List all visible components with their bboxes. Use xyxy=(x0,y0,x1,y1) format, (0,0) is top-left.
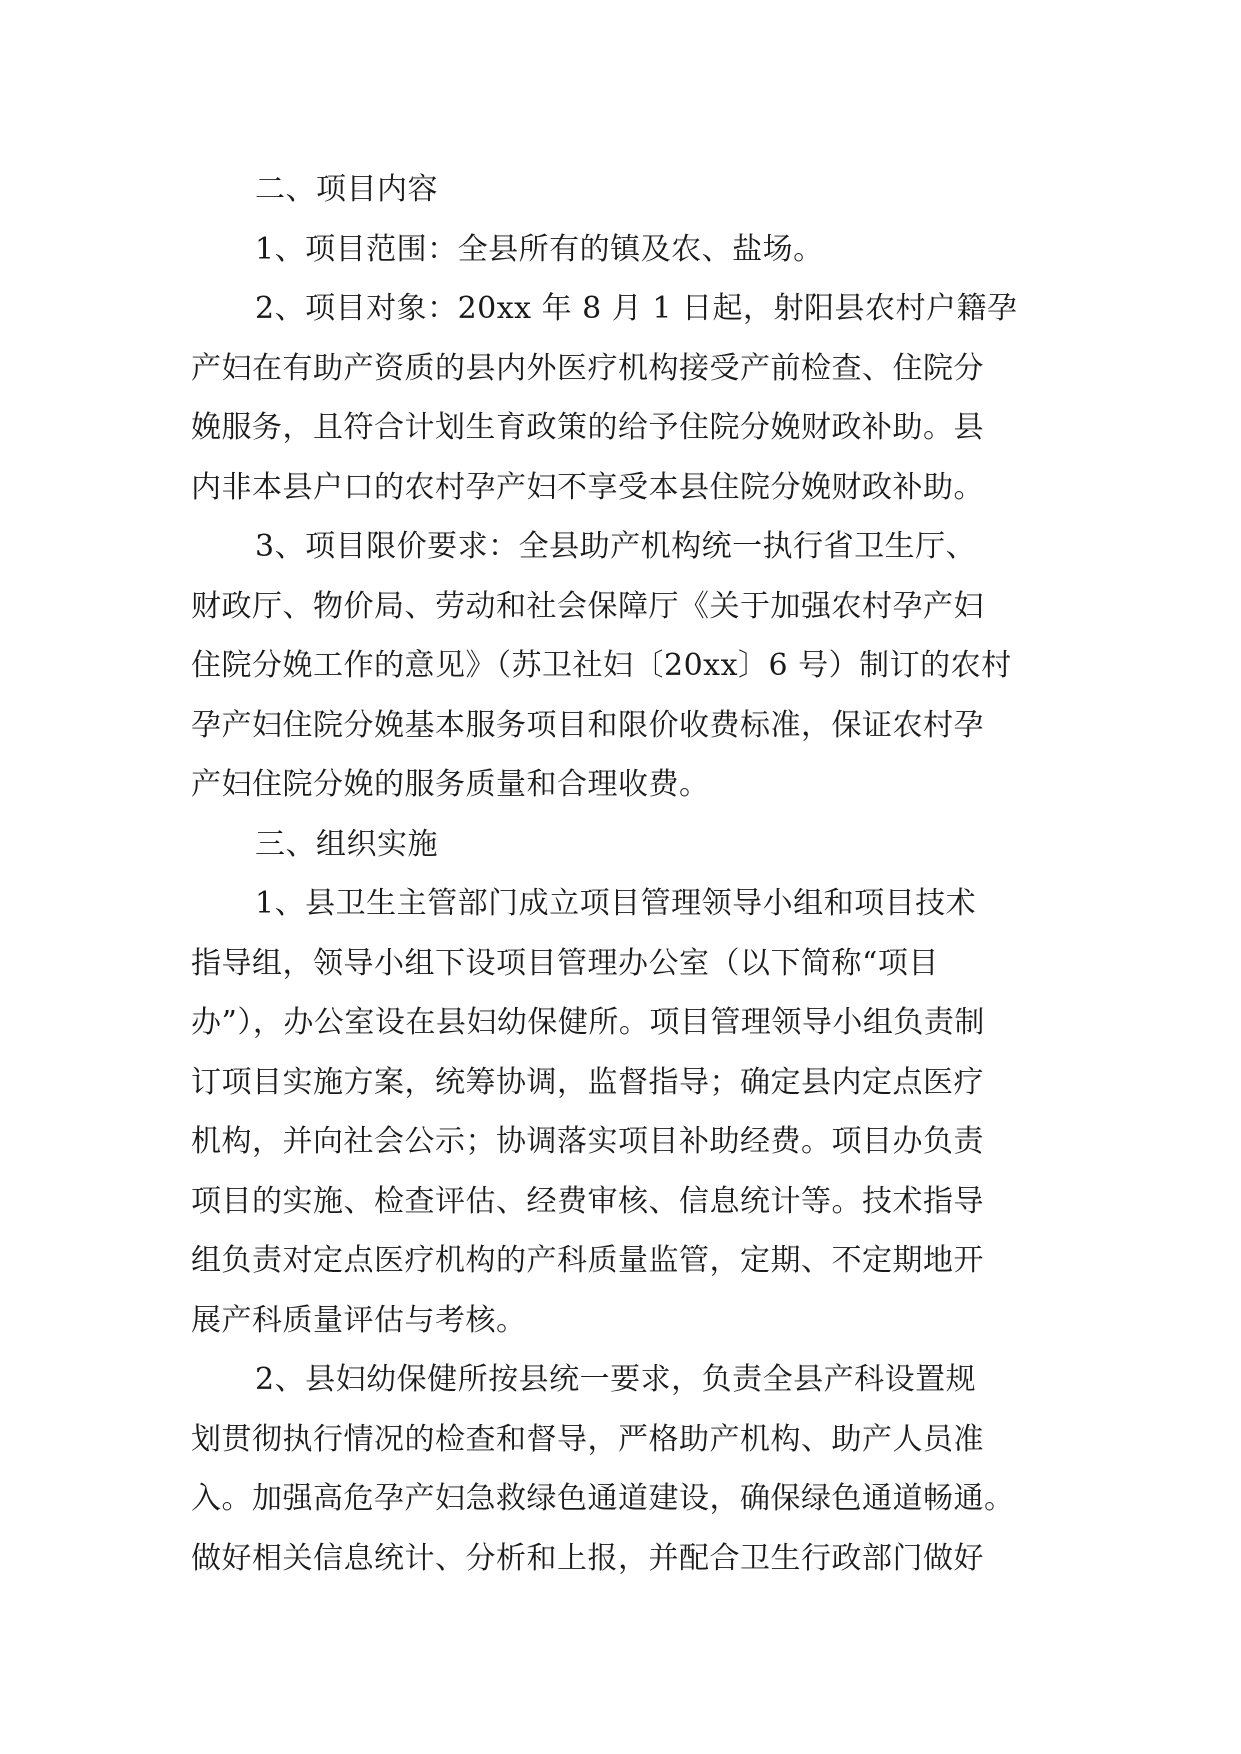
paragraph-price-limit xyxy=(191,517,1071,815)
text-line: 入。加强高危孕产妇急救绿色通道建设，确保绿色通道畅通。 xyxy=(191,1481,1015,1516)
text-line: 3、项目限价要求：全县助产机构统一执行省卫生厅、 xyxy=(255,529,977,564)
paragraph-project-target xyxy=(191,279,1071,517)
text-line: 2、县妇幼保健所按县统一要求，负责全县产科设置规 xyxy=(255,1362,977,1397)
text-line: 内非本县户口的农村孕产妇不享受本县住院分娩财政补助。 xyxy=(191,469,984,505)
text-line: 孕产妇住院分娩基本服务项目和限价收费标准，保证农村孕 xyxy=(191,707,984,743)
text-line: 订项目实施方案，统筹协调，监督指导；确定县内定点医疗 xyxy=(191,1064,984,1100)
paragraph-management-group xyxy=(191,874,1071,1350)
paragraph-section-3-heading xyxy=(191,815,1071,875)
text-line: 组负责对定点医疗机构的产科质量监管，定期、不定期地开 xyxy=(191,1243,984,1278)
text-line: 产妇住院分娩的服务质量和合理收费。 xyxy=(191,767,710,802)
paragraph-health-center-duties xyxy=(191,1350,1071,1588)
text-line: 项目的实施、检查评估、经费审核、信息统计等。技术指导 xyxy=(191,1183,984,1219)
text-line: 机构，并向社会公示；协调落实项目补助经费。项目办负责 xyxy=(191,1124,984,1159)
document-body xyxy=(191,160,1071,1588)
text-line: 1、项目范围：全县所有的镇及农、盐场。 xyxy=(255,231,824,267)
paragraph-project-scope xyxy=(191,220,1071,280)
paragraph-section-2-heading xyxy=(191,160,1071,220)
text-line: 办”），办公室设在县妇幼保健所。项目管理领导小组负责制 xyxy=(191,1005,985,1040)
text-line: 2、项目对象：20xx 年 8 月 1 日起，射阳县农村户籍孕 xyxy=(255,291,1018,326)
text-line: 住院分娩工作的意见》（苏卫社妇〔20xx〕6 号）制订的农村 xyxy=(191,648,1012,683)
text-line: 财政厅、物价局、劳动和社会保障厅《关于加强农村孕产妇 xyxy=(191,588,984,624)
text-line: 展产科质量评估与考核。 xyxy=(191,1302,527,1338)
text-line: 1、县卫生主管部门成立项目管理领导小组和项目技术 xyxy=(255,886,977,921)
text-line: 指导组，领导小组下设项目管理办公室（以下简称“项目 xyxy=(191,945,939,981)
text-line: 二、项目内容 xyxy=(255,172,438,207)
text-line: 做好相关信息统计、分析和上报，并配合卫生行政部门做好 xyxy=(191,1540,984,1576)
text-line: 产妇在有助产资质的县内外医疗机构接受产前检查、住院分 xyxy=(191,350,984,386)
text-line: 三、组织实施 xyxy=(255,826,438,862)
text-line: 娩服务，且符合计划生育政策的给予住院分娩财政补助。县 xyxy=(191,410,984,445)
text-line: 划贯彻执行情况的检查和督导，严格助产机构、助产人员准 xyxy=(191,1421,984,1457)
